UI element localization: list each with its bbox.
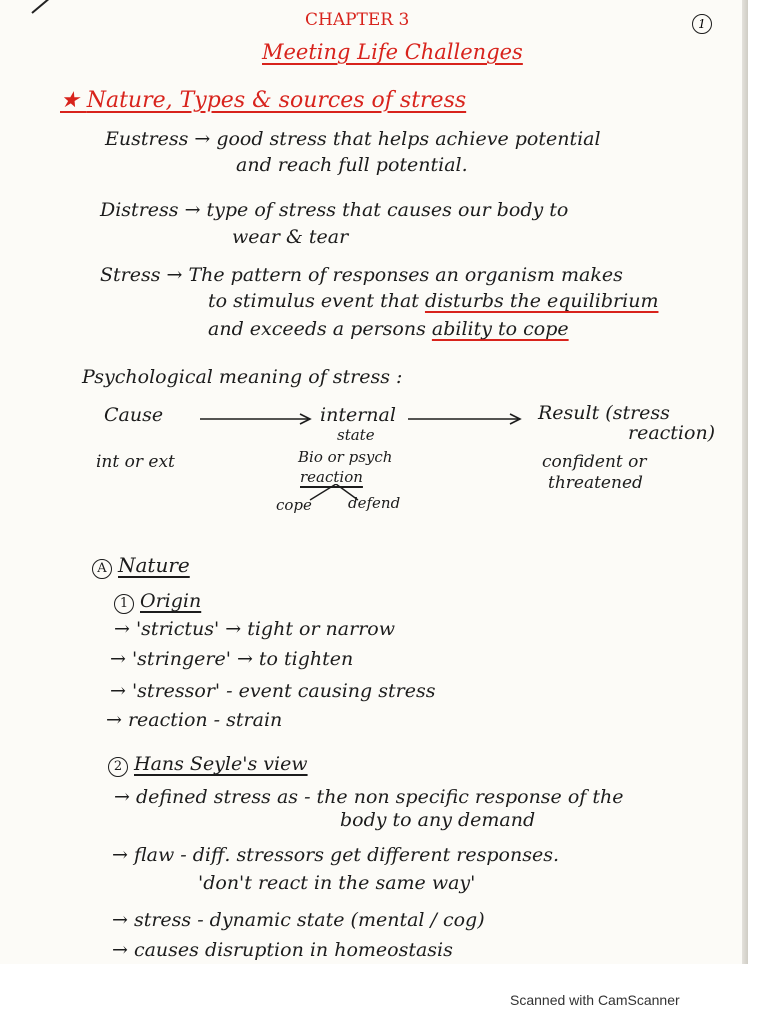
nature-heading: A Nature	[92, 555, 190, 579]
int-ext-label: int or ext	[96, 452, 175, 472]
selye-item-2-cont: 'don't react in the same way'	[198, 872, 476, 894]
defend-label: defend	[348, 494, 401, 512]
cope-label: cope	[276, 496, 312, 514]
cause-arrow-icon	[200, 412, 316, 426]
circle-2-icon: 2	[108, 757, 128, 777]
selye-item-4: → causes disruption in homeostasis	[112, 939, 453, 961]
bio-psych-label: Bio or psych	[298, 448, 393, 466]
section-heading: ★ Nature, Types & sources of stress	[60, 88, 467, 113]
circle-1-icon: 1	[114, 594, 134, 614]
chapter-title: Meeting Life Challenges	[262, 40, 523, 64]
bio-reaction-label: reaction	[300, 468, 363, 486]
confident-label: confident or	[542, 452, 647, 472]
circle-a-icon: A	[92, 559, 112, 579]
result-label: Result (stress	[538, 402, 670, 424]
distress-line-1: Distress → type of stress that causes our body to	[100, 199, 569, 221]
reaction-label: reaction)	[628, 422, 716, 444]
stress-line-1: Stress → The pattern of responses an organism makes	[100, 264, 623, 286]
eustress-line-1: Eustress → good stress that helps achieve potential	[105, 128, 601, 150]
selye-item-3: → stress - dynamic state (mental / cog)	[112, 909, 485, 931]
origin-heading: 1 Origin	[114, 592, 201, 614]
page-binding-edge	[742, 0, 748, 964]
origin-item-3: → 'stressor' - event causing stress	[110, 680, 436, 702]
state-label: state	[337, 426, 375, 444]
threatened-label: threatened	[548, 473, 643, 493]
eustress-line-2: and reach full potential.	[236, 154, 468, 176]
chapter-label: CHAPTER 3	[305, 10, 410, 30]
origin-item-4: → reaction - strain	[106, 709, 283, 731]
cope-underlined: ability to cope	[431, 318, 569, 340]
equilibrium-underlined: disturbs the equilibrium	[424, 290, 659, 312]
cause-label: Cause	[104, 404, 164, 426]
distress-line-2: wear & tear	[232, 226, 349, 248]
page-number: 1	[692, 14, 712, 34]
origin-item-2: → 'stringere' → to tighten	[110, 648, 354, 670]
scanner-watermark: Scanned with CamScanner	[510, 992, 680, 1008]
stress-line-2: to stimulus event that disturbs the equilibrium	[208, 290, 659, 312]
stress-line-3: and exceeds a persons ability to cope	[208, 318, 569, 340]
origin-item-1: → 'strictus' → tight or narrow	[114, 618, 395, 640]
selye-item-1: → defined stress as - the non specific response of the	[114, 786, 624, 808]
result-arrow-icon	[408, 412, 526, 426]
selye-heading: 2 Hans Seyle's view	[108, 755, 308, 777]
star-icon: ★	[60, 88, 87, 113]
psych-heading: Psychological meaning of stress :	[82, 366, 403, 388]
internal-label: internal	[320, 404, 396, 426]
margin-mark	[31, 0, 49, 14]
selye-item-1-cont: body to any demand	[340, 809, 536, 831]
selye-item-2: → flaw - diff. stressors get different responses.	[112, 844, 559, 866]
